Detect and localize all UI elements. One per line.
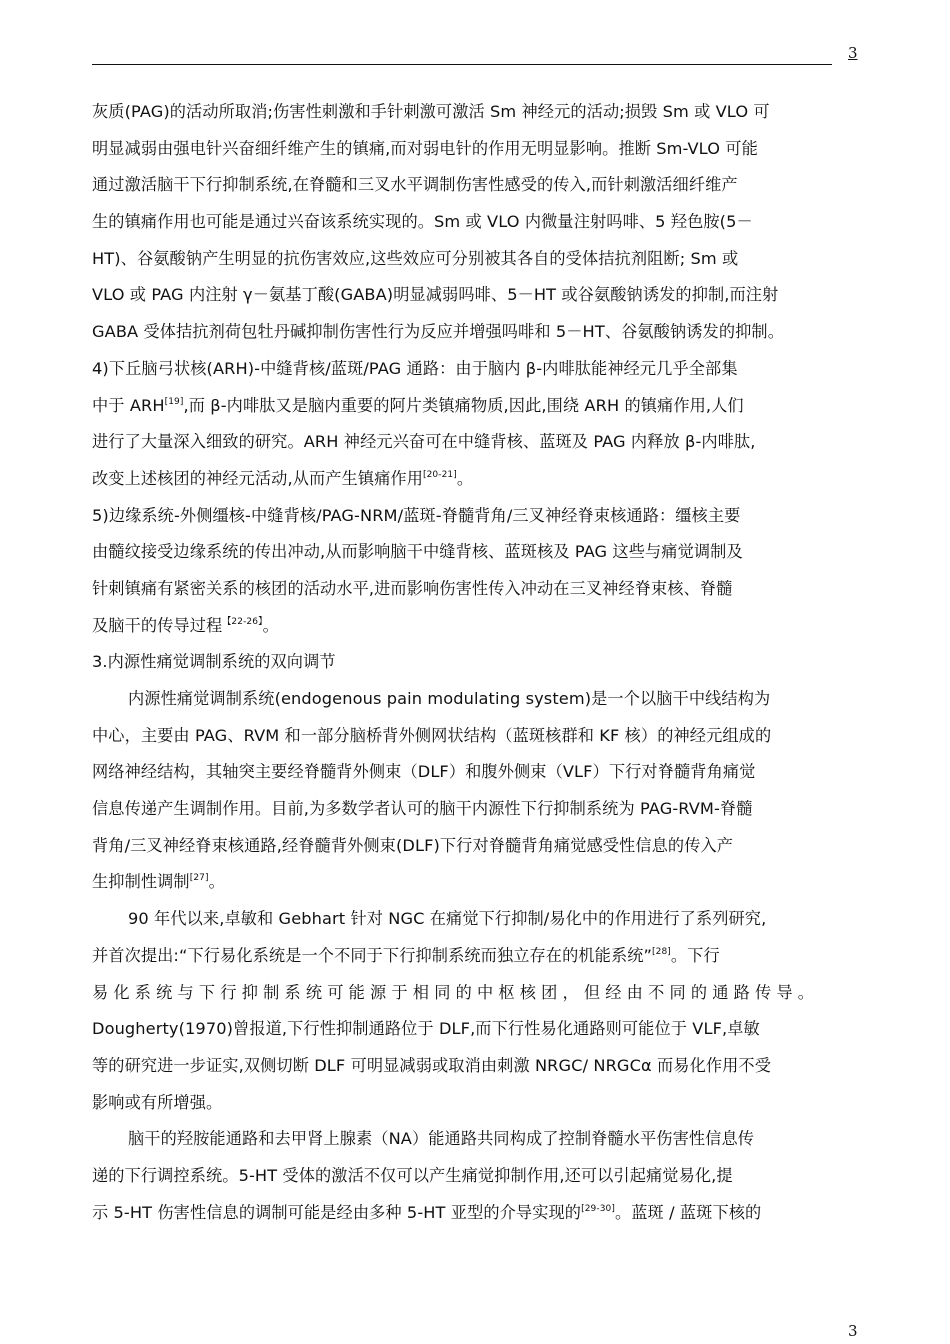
footer-page-number: 3 [848, 1322, 858, 1340]
line-text-continued: 。 [262, 615, 279, 635]
line-text: 改变上述核团的神经元活动,从而产生镇痛作用 [92, 468, 423, 488]
line-text: 并首次提出:“下行易化系统是一个不同于下行抑制系统而独立存在的机能系统” [92, 945, 653, 965]
text-line [92, 864, 860, 901]
line-text-continued: 。 [456, 468, 474, 488]
text-line [92, 461, 860, 498]
line-text: 5)边缘系统-外侧缰核-中缝背核/PAG-NRM/蓝斑-脊髓背角/三叉神经脊束核通路：缰核主要 [92, 505, 741, 525]
text-line [92, 277, 860, 314]
citation-ref: [27] [189, 873, 209, 884]
text-line [92, 1085, 860, 1122]
line-text: 明显减弱由强电针兴奋细纤维产生的镇痛,而对弱电针的作用无明显影响。推断 Sm-VLO 可能 [92, 138, 758, 158]
line-text: 内源性痛觉调制系统(endogenous pain modulating system)是一个以脑干中线结构为 [128, 689, 771, 708]
text-line [92, 975, 860, 1012]
citation-ref: [28] [652, 946, 671, 957]
text-line [92, 1048, 860, 1085]
text-line [92, 167, 860, 204]
line-text: 示 5-HT 伤害性信息的调制可能是经由多种 5-HT 亚型的介导实现的 [92, 1202, 582, 1222]
text-line [92, 1121, 860, 1158]
line-text: 影响或有所增强。 [92, 1092, 223, 1112]
line-text: 网络神经结构，其轴突主要经脊髓背外侧束（DLF）和腹外侧束（VLF）下行对脊髓背角痛觉 [92, 762, 756, 782]
text-line [92, 608, 860, 645]
text-line [92, 241, 860, 278]
text-line [92, 1158, 860, 1195]
line-text: 递的下行调控系统。5-HT 受体的激活不仅可以产生痛觉抑制作用,还可以引起痛觉易化,提 [92, 1165, 733, 1185]
body-text [92, 94, 860, 1231]
text-line [92, 828, 860, 865]
text-line [92, 388, 860, 425]
text-line [92, 351, 860, 388]
text-line [92, 1195, 860, 1232]
line-text: 由髓纹接受边缘系统的传出冲动,从而影响脑干中缝背核、蓝斑核及 PAG 这些与痛觉调制及 [92, 542, 743, 562]
line-text: 中心，主要由 PAG、RVM 和一部分脑桥背外侧网状结构（蓝斑核群和 KF 核）的神经元组成的 [92, 725, 772, 745]
line-text: 及脑干的传导过程 [92, 615, 223, 635]
text-line [92, 314, 860, 351]
header-page-number: 3 [848, 44, 858, 62]
line-text: 中于 ARH [92, 395, 165, 415]
text-line [92, 534, 860, 571]
line-text-continued: 。 [208, 872, 225, 892]
text-line [92, 901, 860, 938]
text-line [92, 791, 860, 828]
line-text: 进行了大量深入细致的研究。ARH 神经元兴奋可在中缝背核、蓝斑及 PAG 内释放 β-内啡肽, [92, 432, 756, 452]
text-line [92, 644, 860, 681]
line-text: Dougherty(1970)曾报道,下行性抑制通路位于 DLF,而下行性易化通路则可能位于 VLF,卓敏 [92, 1019, 760, 1039]
text-line [92, 498, 860, 535]
line-text: 生的镇痛作用也可能是通过兴奋该系统实现的。Sm 或 VLO 内微量注射吗啡、5 羟色胺(5－ [92, 212, 753, 232]
text-line [92, 681, 860, 718]
citation-ref: [29-30] [581, 1203, 615, 1214]
line-text: 针刺镇痛有紧密关系的核团的活动水平,进而影响伤害性传入冲动在三叉神经脊束核、脊髓 [92, 578, 733, 598]
line-text: HT)、谷氨酸钠产生明显的抗伤害效应,这些效应可分别被其各自的受体拮抗剂阻断; Sm 或 [92, 248, 739, 268]
line-text: 脑干的羟胺能通路和去甲肾上腺素（NA）能通路共同构成了控制脊髓水平伤害性信息传 [128, 1129, 755, 1149]
citation-ref: 【22-26】 [222, 616, 263, 627]
line-text: 易化系统与下行抑制系统可能源于相同的中枢核团，但经由不同的通路传导。 [92, 982, 820, 1002]
line-text-continued: 。蓝斑 / 蓝斑下核的 [614, 1202, 762, 1222]
text-line [92, 1011, 860, 1048]
line-text: GABA 受体拮抗剂荷包牡丹碱抑制伤害性行为反应并增强吗啡和 5－HT、谷氨酸钠诱发的抑制。 [92, 322, 784, 342]
line-text: 背角/三叉神经脊束核通路,经脊髓背外侧束(DLF)下行对脊髓背角痛觉感受性信息的传入产 [92, 835, 734, 855]
line-text-continued: 。下行 [670, 945, 720, 965]
line-text: VLO 或 PAG 内注射 γ－氨基丁酸(GABA)明显减弱吗啡、5－HT 或谷氨酸钠诱发的抑制,而注射 [92, 285, 779, 305]
line-text: 4)下丘脑弓状核(ARH)-中缝背核/蓝斑/PAG 通路：由于脑内 β-内啡肽能神经元几乎全部集 [92, 358, 738, 378]
text-line [92, 571, 860, 608]
line-text: 信息传递产生调制作用。目前,为多数学者认可的脑干内源性下行抑制系统为 PAG-RVM-脊髓 [92, 799, 753, 819]
text-line [92, 424, 860, 461]
text-line [92, 718, 860, 755]
text-line [92, 204, 860, 241]
line-text: 90 年代以来,卓敏和 Gebhart 针对 NGC 在痛觉下行抑制/易化中的作用进行了系列研究, [128, 909, 767, 929]
line-text: 3.内源性痛觉调制系统的双向调节 [92, 652, 336, 672]
citation-ref: [19] [164, 396, 184, 407]
header-rule [92, 64, 832, 65]
line-text: 灰质(PAG)的活动所取消;伤害性刺激和手针刺激可激活 Sm 神经元的活动;损毁 Sm 或 VLO 可 [92, 102, 770, 121]
line-text-continued: ,而 β-内啡肽又是脑内重要的阿片类镇痛物质,因此,围绕 ARH 的镇痛作用,人们 [183, 395, 744, 415]
text-line [92, 938, 860, 975]
text-line [92, 94, 860, 131]
line-text: 通过激活脑干下行抑制系统,在脊髓和三叉水平调制伤害性感受的传入,而针刺激活细纤维产 [92, 175, 738, 195]
text-line [92, 754, 860, 791]
text-line [92, 131, 860, 168]
line-text: 等的研究进一步证实,双侧切断 DLF 可明显减弱或取消由刺激 NRGC/ NRGCα 而易化作用不受 [92, 1055, 772, 1075]
citation-ref: [20-21] [423, 469, 457, 480]
line-text: 生抑制性调制 [92, 872, 190, 892]
